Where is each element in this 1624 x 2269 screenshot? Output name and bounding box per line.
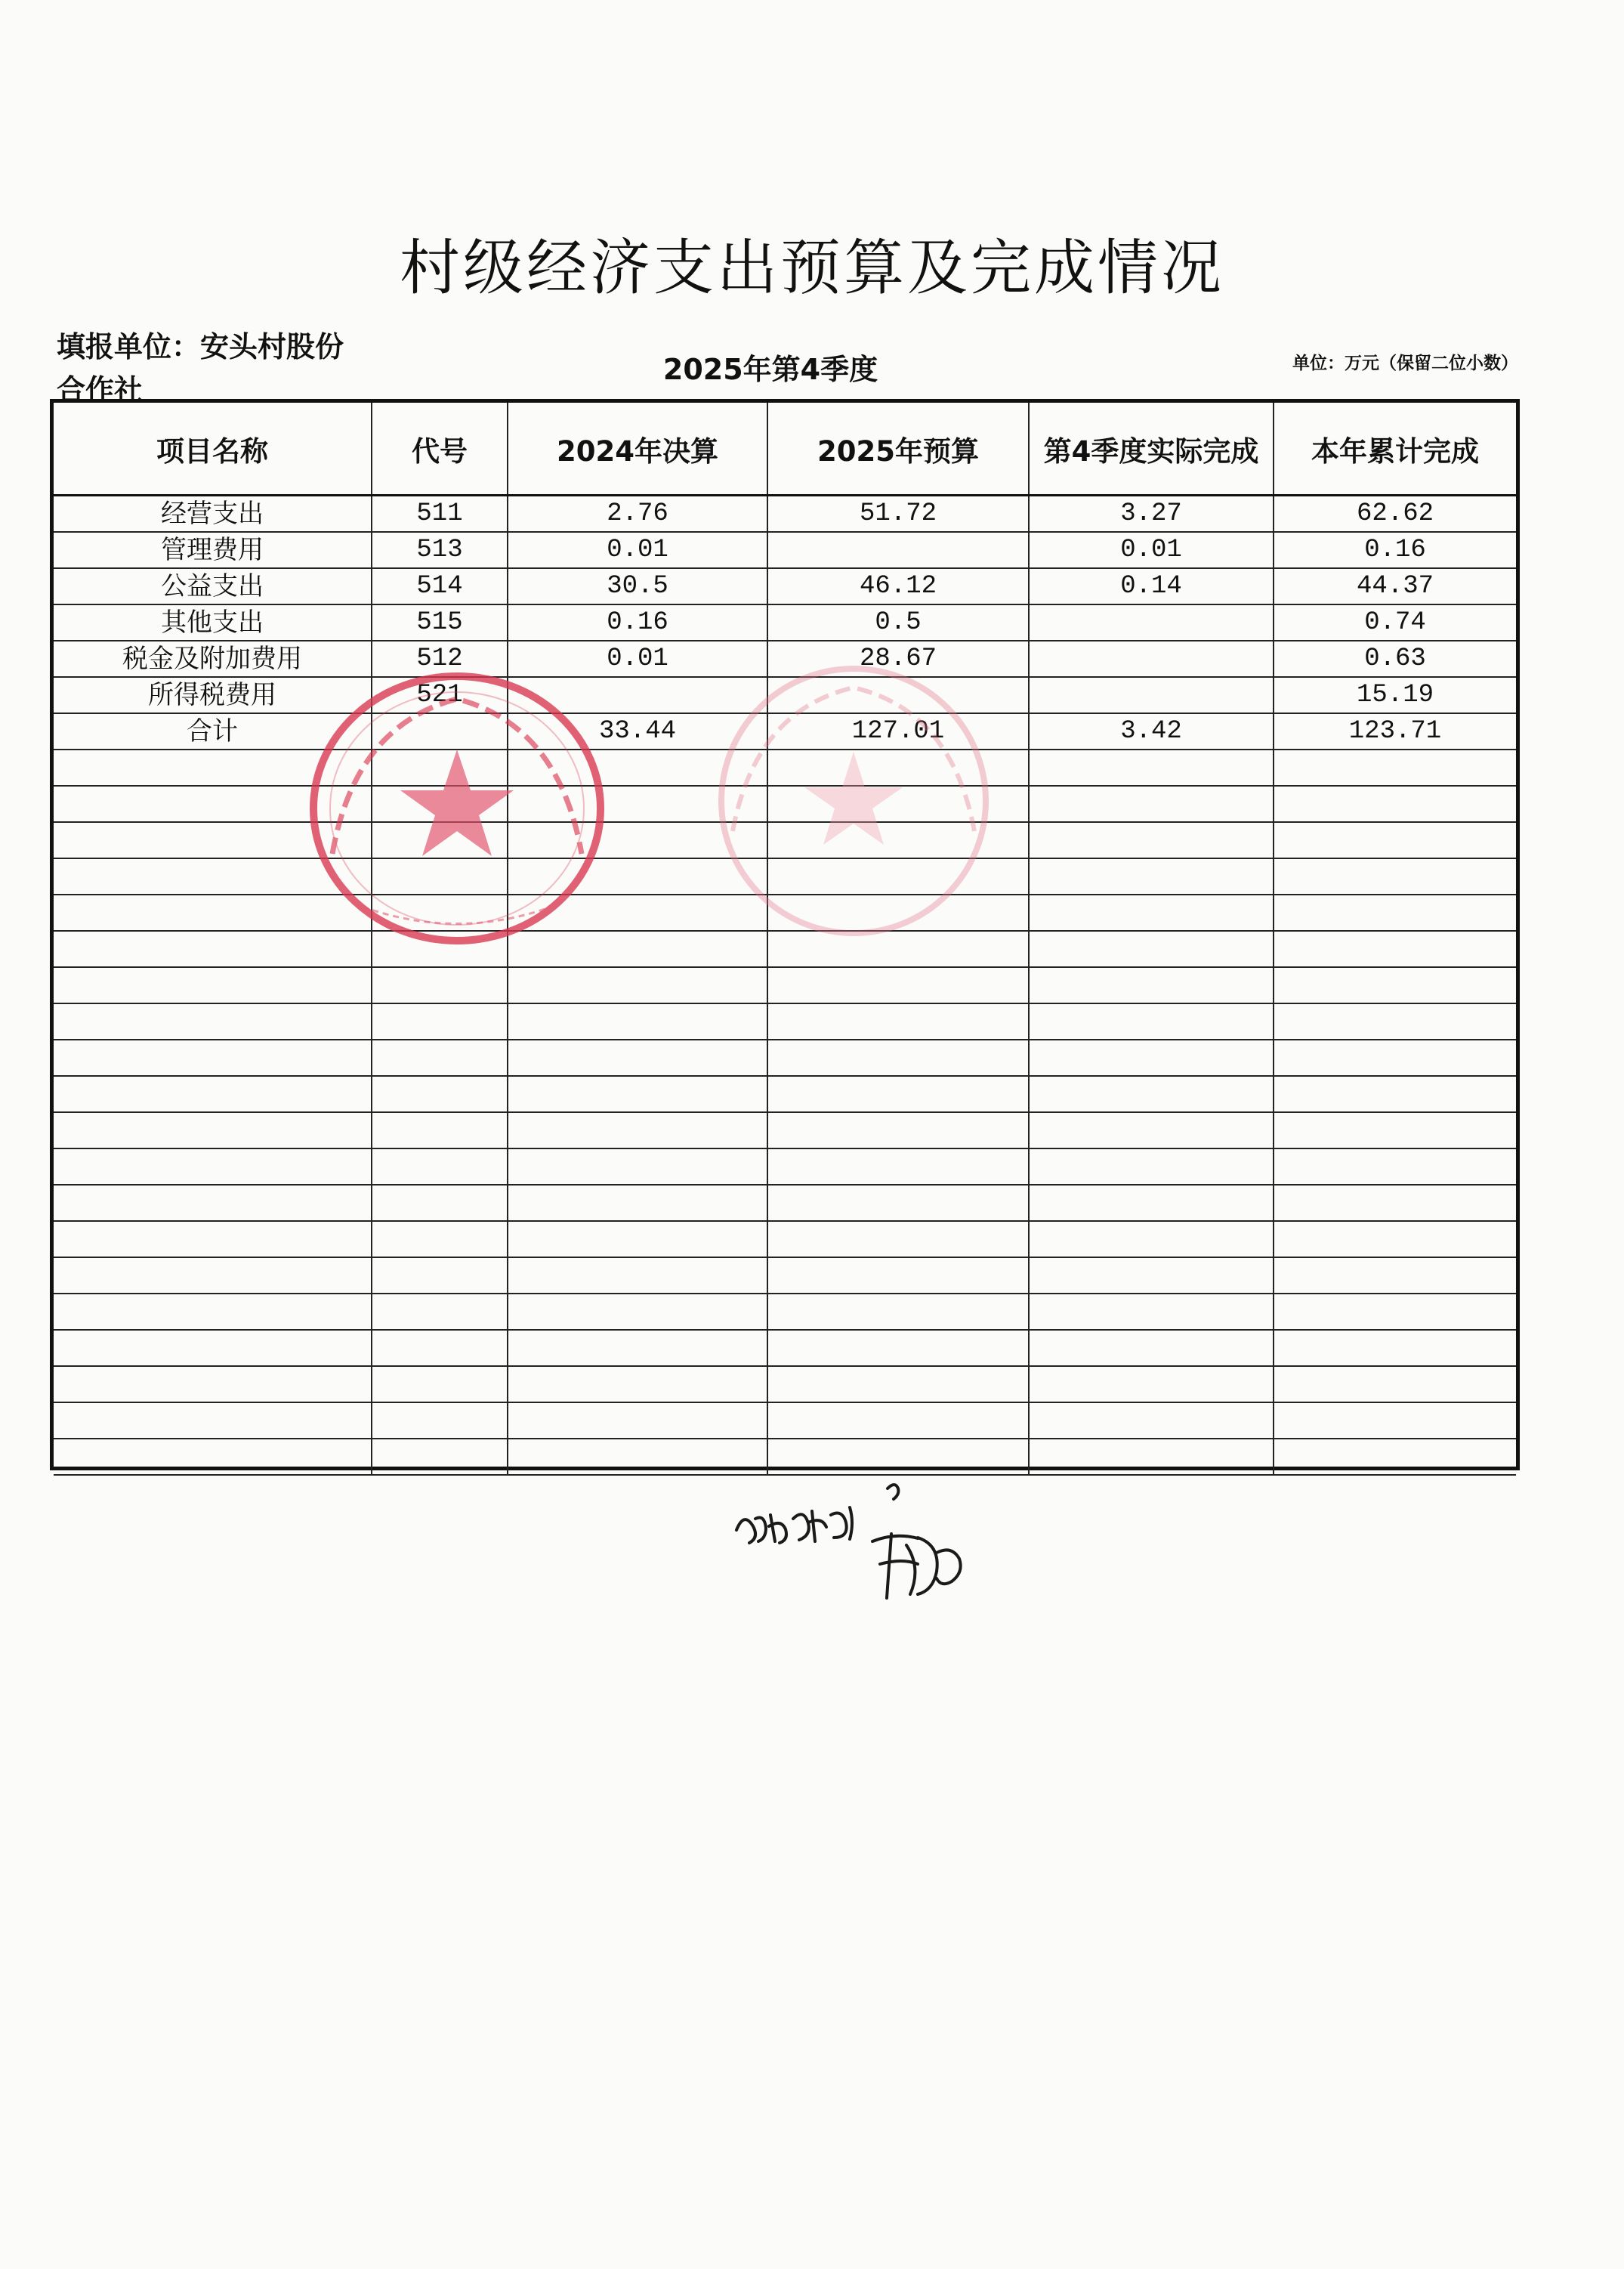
empty-cell	[767, 1112, 1029, 1148]
cell-actual-2024: 0.16	[508, 604, 767, 641]
cell-ytd: 0.74	[1274, 604, 1516, 641]
empty-cell	[508, 1439, 767, 1475]
official-seal-stamp	[302, 665, 612, 952]
empty-cell	[1274, 967, 1516, 1003]
cell-item-name: 管理费用	[54, 532, 372, 568]
cell-actual-2024: 0.01	[508, 641, 767, 677]
handwritten-signature	[733, 1473, 990, 1617]
empty-cell	[767, 1366, 1029, 1402]
header-budget-2025: 2025年预算	[767, 403, 1029, 496]
empty-cell	[372, 1402, 508, 1439]
empty-cell	[508, 1148, 767, 1185]
empty-cell	[54, 1185, 372, 1221]
table-header-row	[54, 403, 1516, 496]
empty-cell	[1274, 1148, 1516, 1185]
empty-cell	[54, 1257, 372, 1294]
cell-item-name: 税金及附加费用	[54, 641, 372, 677]
empty-cell	[1029, 895, 1274, 931]
empty-cell	[1029, 822, 1274, 858]
empty-cell	[1029, 1330, 1274, 1366]
empty-cell	[508, 1294, 767, 1330]
empty-cell	[1029, 1439, 1274, 1475]
cell-budget-2025: 127.01	[767, 713, 1029, 750]
cell-budget-2025	[767, 532, 1029, 568]
empty-cell	[767, 1148, 1029, 1185]
empty-table-row	[54, 1040, 1516, 1076]
empty-cell	[1274, 1076, 1516, 1112]
empty-table-row	[54, 1330, 1516, 1366]
empty-cell	[1029, 931, 1274, 967]
empty-cell	[1274, 1040, 1516, 1076]
empty-cell	[1029, 1185, 1274, 1221]
cell-ytd: 15.19	[1274, 677, 1516, 713]
empty-table-row	[54, 1257, 1516, 1294]
empty-cell	[1274, 1330, 1516, 1366]
empty-cell	[54, 1112, 372, 1148]
empty-cell	[1274, 1185, 1516, 1221]
empty-cell	[1274, 1294, 1516, 1330]
cell-ytd: 62.62	[1274, 496, 1516, 533]
cell-item-name: 合计	[54, 713, 372, 750]
table-row	[54, 496, 1516, 533]
empty-cell	[372, 967, 508, 1003]
empty-cell	[1274, 1366, 1516, 1402]
empty-cell	[767, 1185, 1029, 1221]
empty-cell	[54, 1148, 372, 1185]
empty-cell	[508, 1185, 767, 1221]
faint-seal-stamp	[710, 657, 997, 944]
empty-cell	[54, 1076, 372, 1112]
empty-cell	[508, 1366, 767, 1402]
empty-cell	[1029, 786, 1274, 822]
empty-cell	[54, 1294, 372, 1330]
reporting-unit-continued: 合作社	[57, 373, 144, 407]
empty-cell	[372, 1294, 508, 1330]
cell-item-name: 所得税费用	[54, 677, 372, 713]
empty-cell	[1029, 1112, 1274, 1148]
empty-cell	[372, 1221, 508, 1257]
cell-code: 513	[372, 532, 508, 568]
empty-cell	[54, 1003, 372, 1040]
empty-cell	[1029, 750, 1274, 786]
empty-cell	[1274, 750, 1516, 786]
empty-table-row	[54, 1294, 1516, 1330]
header-item-name: 项目名称	[54, 403, 372, 496]
empty-cell	[1029, 1366, 1274, 1402]
empty-table-row	[54, 1221, 1516, 1257]
cell-actual-2024: 33.44	[508, 713, 767, 750]
empty-cell	[508, 1112, 767, 1148]
header-q4-actual: 第4季度实际完成	[1029, 403, 1274, 496]
empty-cell	[767, 1439, 1029, 1475]
empty-cell	[508, 1076, 767, 1112]
cell-q4-actual: 0.01	[1029, 532, 1274, 568]
empty-cell	[508, 1257, 767, 1294]
reporting-period: 2025年第4季度	[662, 353, 878, 386]
empty-cell	[54, 1330, 372, 1366]
empty-cell	[372, 1040, 508, 1076]
empty-cell	[1029, 1402, 1274, 1439]
empty-cell	[372, 1076, 508, 1112]
empty-cell	[1274, 1402, 1516, 1439]
empty-cell	[54, 1221, 372, 1257]
empty-table-row	[54, 1112, 1516, 1148]
cell-ytd: 123.71	[1274, 713, 1516, 750]
empty-cell	[767, 1040, 1029, 1076]
empty-cell	[1274, 931, 1516, 967]
empty-cell	[767, 1257, 1029, 1294]
empty-cell	[1274, 1112, 1516, 1148]
empty-table-row	[54, 967, 1516, 1003]
empty-cell	[54, 1040, 372, 1076]
empty-cell	[508, 1040, 767, 1076]
empty-cell	[1029, 1294, 1274, 1330]
header-actual-2024: 2024年决算	[508, 403, 767, 496]
cell-q4-actual: 3.27	[1029, 496, 1274, 533]
empty-table-row	[54, 1402, 1516, 1439]
empty-cell	[372, 1112, 508, 1148]
cell-budget-2025: 46.12	[767, 568, 1029, 604]
cell-code: 512	[372, 641, 508, 677]
table-body	[54, 496, 1516, 1476]
empty-table-row	[54, 1003, 1516, 1040]
cell-actual-2024: 2.76	[508, 496, 767, 533]
empty-cell	[372, 1366, 508, 1402]
empty-cell	[767, 1330, 1029, 1366]
empty-cell	[508, 1221, 767, 1257]
empty-table-row	[54, 1076, 1516, 1112]
empty-cell	[767, 1076, 1029, 1112]
empty-cell	[1274, 858, 1516, 895]
empty-cell	[54, 1366, 372, 1402]
empty-table-row	[54, 1185, 1516, 1221]
empty-table-row	[54, 1366, 1516, 1402]
empty-cell	[1029, 858, 1274, 895]
empty-cell	[54, 1402, 372, 1439]
empty-cell	[1274, 786, 1516, 822]
empty-cell	[767, 1003, 1029, 1040]
cell-item-name: 公益支出	[54, 568, 372, 604]
empty-table-row	[54, 1439, 1516, 1475]
empty-cell	[1274, 1003, 1516, 1040]
empty-cell	[54, 1439, 372, 1475]
cell-q4-actual	[1029, 677, 1274, 713]
empty-cell	[767, 1221, 1029, 1257]
cell-ytd: 0.16	[1274, 532, 1516, 568]
empty-cell	[1274, 1221, 1516, 1257]
empty-cell	[372, 1257, 508, 1294]
cell-q4-actual	[1029, 604, 1274, 641]
empty-cell	[1274, 895, 1516, 931]
empty-cell	[1274, 822, 1516, 858]
cell-code: 511	[372, 496, 508, 533]
cell-budget-2025: 28.67	[767, 641, 1029, 677]
cell-item-name: 经营支出	[54, 496, 372, 533]
unit-note: 单位：万元（保留二位小数）	[1292, 354, 1518, 373]
empty-cell	[1029, 1148, 1274, 1185]
empty-cell	[1274, 1439, 1516, 1475]
cell-code: 514	[372, 568, 508, 604]
empty-cell	[372, 1148, 508, 1185]
cell-ytd: 44.37	[1274, 568, 1516, 604]
empty-cell	[1029, 1076, 1274, 1112]
empty-cell	[767, 967, 1029, 1003]
empty-cell	[54, 967, 372, 1003]
cell-budget-2025: 0.5	[767, 604, 1029, 641]
empty-cell	[1029, 1221, 1274, 1257]
empty-cell	[372, 1330, 508, 1366]
cell-item-name: 其他支出	[54, 604, 372, 641]
table-row	[54, 532, 1516, 568]
cell-ytd: 0.63	[1274, 641, 1516, 677]
empty-cell	[508, 967, 767, 1003]
cell-actual-2024: 0.01	[508, 532, 767, 568]
empty-table-row	[54, 1148, 1516, 1185]
empty-cell	[1029, 1257, 1274, 1294]
empty-cell	[1274, 1257, 1516, 1294]
cell-q4-actual	[1029, 641, 1274, 677]
table-row	[54, 604, 1516, 641]
cell-budget-2025: 51.72	[767, 496, 1029, 533]
document-title: 村级经济支出预算及完成情况	[400, 233, 1224, 303]
cell-actual-2024: 30.5	[508, 568, 767, 604]
reporting-unit: 填报单位：安头村股份	[57, 330, 344, 363]
empty-cell	[372, 1185, 508, 1221]
empty-cell	[1029, 1003, 1274, 1040]
empty-cell	[372, 1439, 508, 1475]
empty-cell	[508, 1402, 767, 1439]
cell-q4-actual: 0.14	[1029, 568, 1274, 604]
empty-cell	[508, 1003, 767, 1040]
header-ytd: 本年累计完成	[1274, 403, 1516, 496]
cell-code: 515	[372, 604, 508, 641]
empty-cell	[767, 1402, 1029, 1439]
empty-cell	[1029, 1040, 1274, 1076]
empty-cell	[508, 1330, 767, 1366]
empty-cell	[372, 1003, 508, 1040]
header-code: 代号	[372, 403, 508, 496]
table-row	[54, 568, 1516, 604]
cell-q4-actual: 3.42	[1029, 713, 1274, 750]
empty-cell	[1029, 967, 1274, 1003]
empty-cell	[767, 1294, 1029, 1330]
cell-code: 521	[372, 677, 508, 713]
